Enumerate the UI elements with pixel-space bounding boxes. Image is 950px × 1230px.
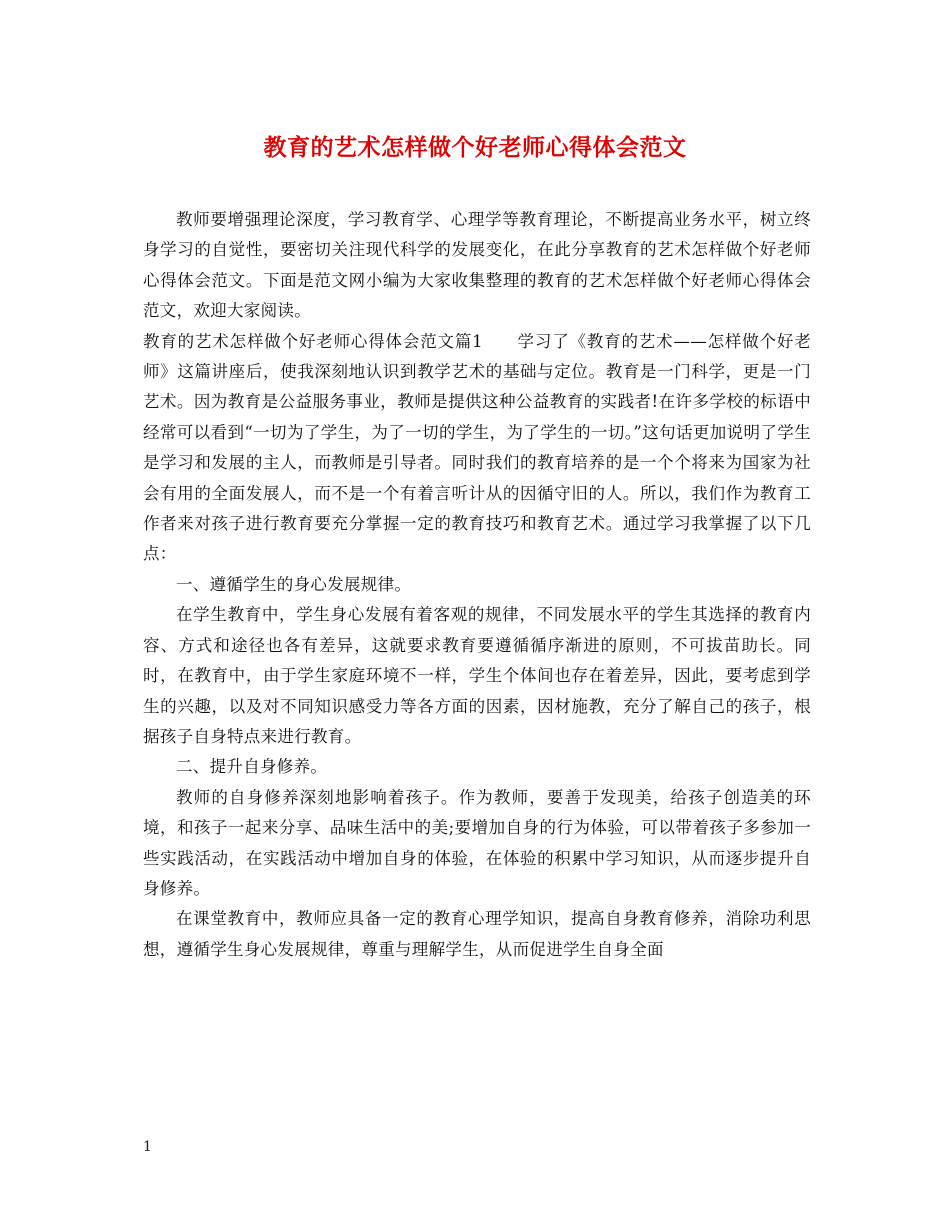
document-body xyxy=(143,205,811,965)
section-paragraph xyxy=(143,327,811,570)
point-two-heading: 二、提升自身修养。 xyxy=(176,757,328,777)
intro-paragraph: 教师要增强理论深度，学习教育学、心理学等教育理论，不断提高业务水平，树立终身学习的自觉性，要密切关注现代科学的发展变化，在此分享教育的艺术怎样做个好老师心得体会范文。下面是范文网小编为大家收集整理的教育的艺术怎样做个好老师心得体会范文，欢迎大家阅读。 xyxy=(143,210,811,321)
classroom-paragraph: 在课堂教育中，教师应具备一定的教育心理学知识，提高自身教育修养，消除功利思想，遵循学生身心发展规律，尊重与理解学生，从而促进学生自身全面 xyxy=(143,909,811,959)
point-two-paragraph: 教师的自身修养深刻地影响着孩子。作为教师，要善于发现美，给孩子创造美的环境，和孩子一起来分享、品味生活中的美;要增加自身的行为体验，可以带着孩子多参加一些实践活动，在实践活动中增加自身的体验，在体验的积累中学习知识，从而逐步提升自身修养。 xyxy=(143,787,811,898)
page-number: 1 xyxy=(143,1139,152,1155)
section-body: 学习了《教育的艺术——怎样做个好老师》这篇讲座后，使我深刻地认识到教学艺术的基础与定位。教育是一门科学，更是一门艺术。因为教育是公益服务事业，教师是提供这种公益教育的实践者!在许多学校的标语中经常可以看到“一切为了学生，为了一切的学生，为了学生的一切。”这句话更加说明了学生是学习和发展的主人，而教师是引导者。同时我们的教育培养的是一个个将来为国家为社会有用的全面发展人，而不是一个有着言听计从的因循守旧的人。所以，我们作为教育工作者来对孩子进行教育要充分掌握一定的教育技巧和教育艺术。通过学习我掌握了以下几点： xyxy=(143,331,811,564)
document-title: 教育的艺术怎样做个好老师心得体会范文 xyxy=(263,134,687,161)
section-heading: 教育的艺术怎样做个好老师心得体会范文篇1 xyxy=(143,331,483,351)
point-one-paragraph: 在学生教育中，学生身心发展有着客观的规律，不同发展水平的学生其选择的教育内容、方式和途径也各有差异，这就要求教育要遵循循序渐进的原则，不可拔苗助长。同时，在教育中，由于学生家庭环境不一样，学生个体间也存在着差异，因此，要考虑到学生的兴趣，以及对不同知识感受力等各方面的因素，因材施教，充分了解自己的孩子，根据孩子自身特点来进行教育。 xyxy=(143,605,811,746)
point-one-heading: 一、遵循学生的身心发展规律。 xyxy=(176,574,412,594)
